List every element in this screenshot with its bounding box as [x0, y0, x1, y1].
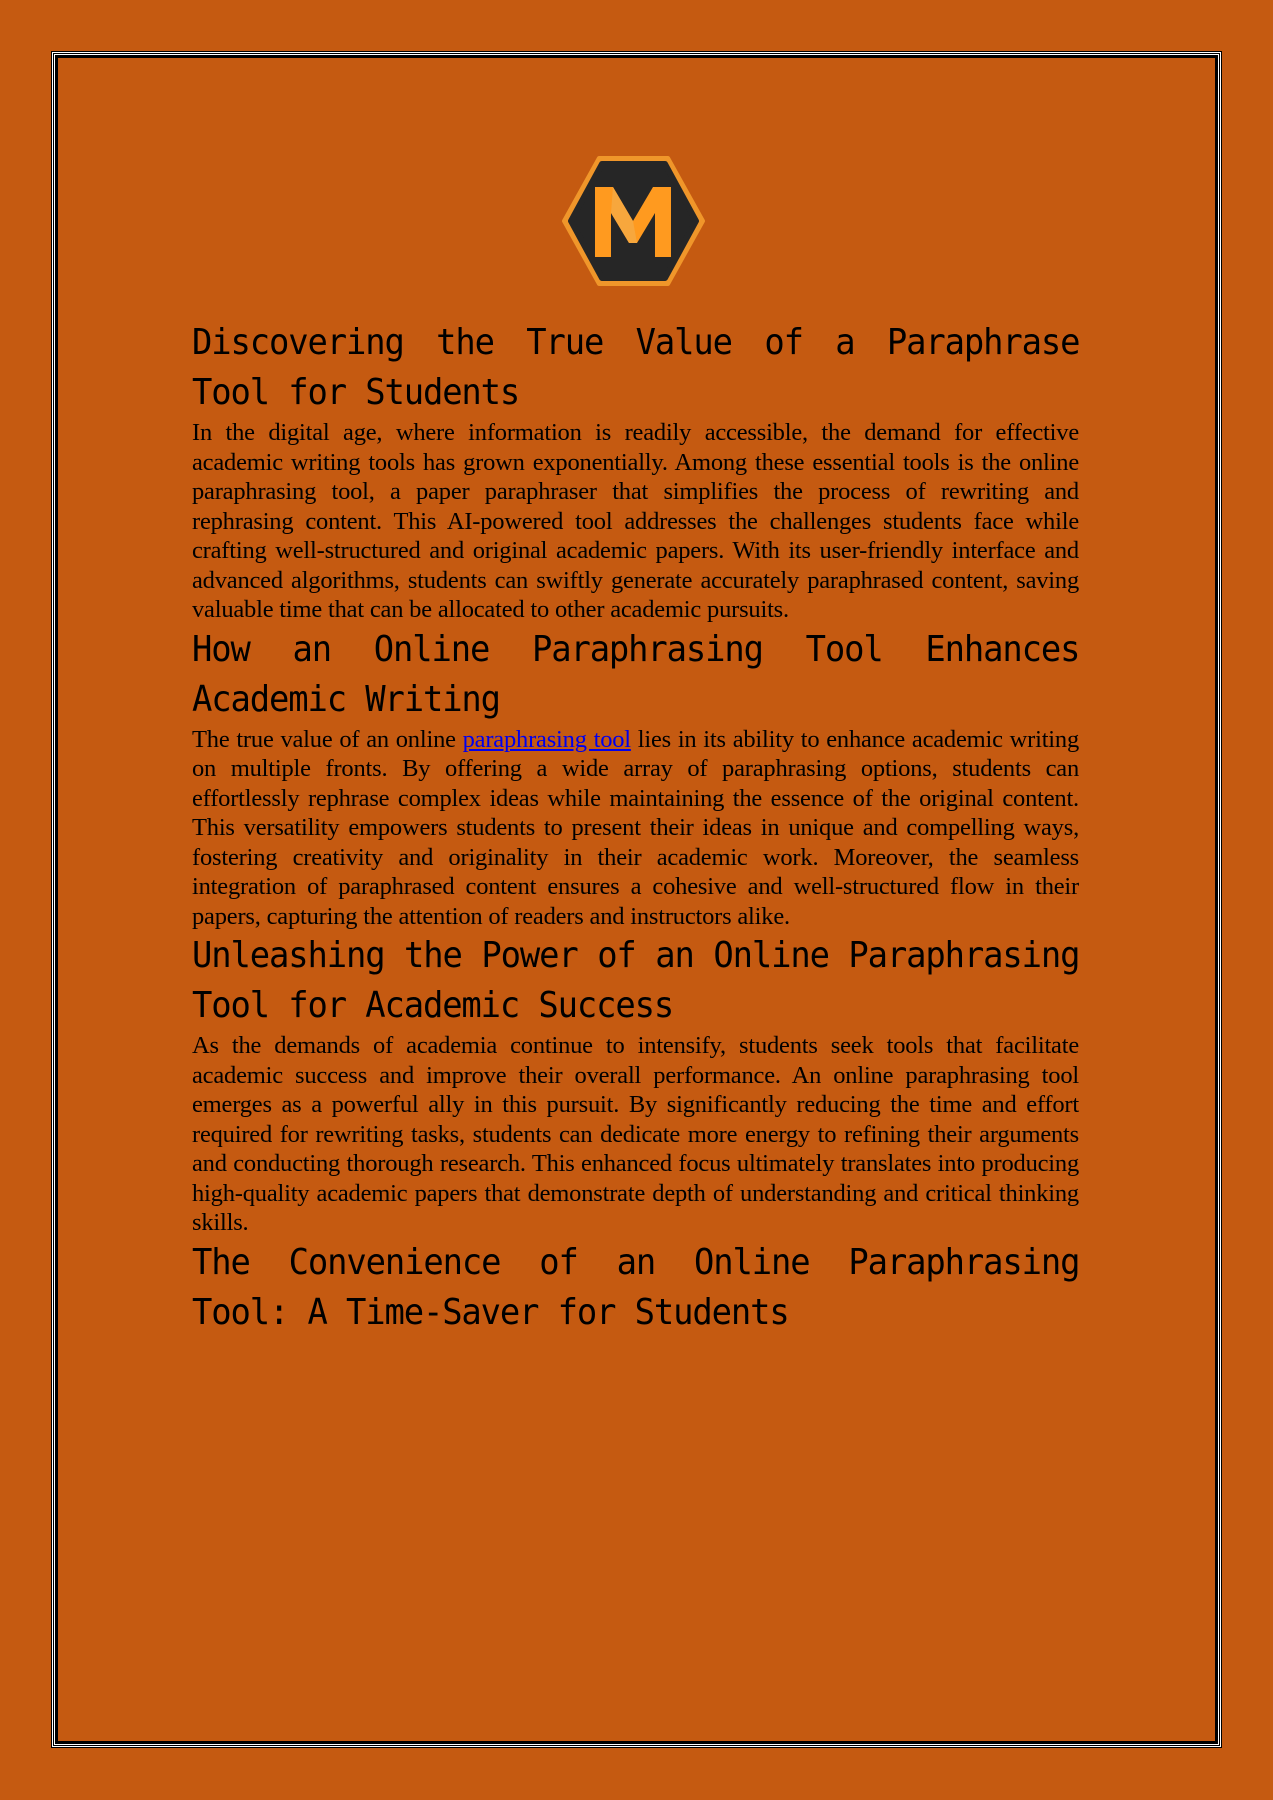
section-heading: Unleashing the Power of an Online Paraphrasing Tool for Academic Success: [192, 935, 1080, 1026]
paragraph-text: The true value of an online: [192, 725, 463, 753]
paraphrasing-tool-link[interactable]: paraphrasing tool: [462, 725, 631, 753]
section-heading: The Convenience of an Online Paraphrasing Tool: A Time-Saver for Students: [192, 1241, 1080, 1333]
section-heading: Discovering the True Value of a Paraphrase Tool for Students: [192, 322, 1080, 413]
hexagon-m-logo-icon: [561, 155, 706, 287]
section-paragraph: In the digital age, where information is readily accessible, the demand for effective academic writing tools has grown exponentially. Among these essential tools is the online paraphrasing tool, a paper paraphraser that simplifies the process of rewriting and rephrasing content. This AI-powered tool addresses the challenges students face while crafting well-structured and original academic papers. With its user-friendly interface and advanced algorithms, students can swiftly generate accurately paraphrased content, saving valuable time that can be allocated to other academic pursuits.: [192, 419, 1079, 623]
section-paragraph: [192, 725, 1079, 932]
section-paragraph: As the demands of academia continue to intensify, students seek tools that facilitate academic success and improve their overall performance. An online paraphrasing tool emerges as a powerful ally in this pursuit. By significantly reducing the time and effort required for rewriting tasks, students can dedicate more energy to refining their arguments and conducting thorough research. This enhanced focus ultimately translates into producing high-quality academic papers that demonstrate depth of understanding and critical thinking skills.: [192, 1032, 1079, 1236]
paragraph-text: lies in its ability to enhance academic writing on multiple fronts. By offering a wide array of paraphrasing options, students can effortlessly rephrase complex ideas while maintaining the essence of the original content. This versatility empowers students to present their ideas in unique and compelling ways, fostering creativity and originality in their academic work. Moreover, the seamless integration of paraphrased content ensures a cohesive and well-structured flow in their papers, capturing the attention of readers and instructors alike.: [192, 725, 1080, 930]
section-heading: How an Online Paraphrasing Tool Enhances Academic Writing: [192, 628, 1080, 720]
article-body: [192, 318, 1079, 1338]
